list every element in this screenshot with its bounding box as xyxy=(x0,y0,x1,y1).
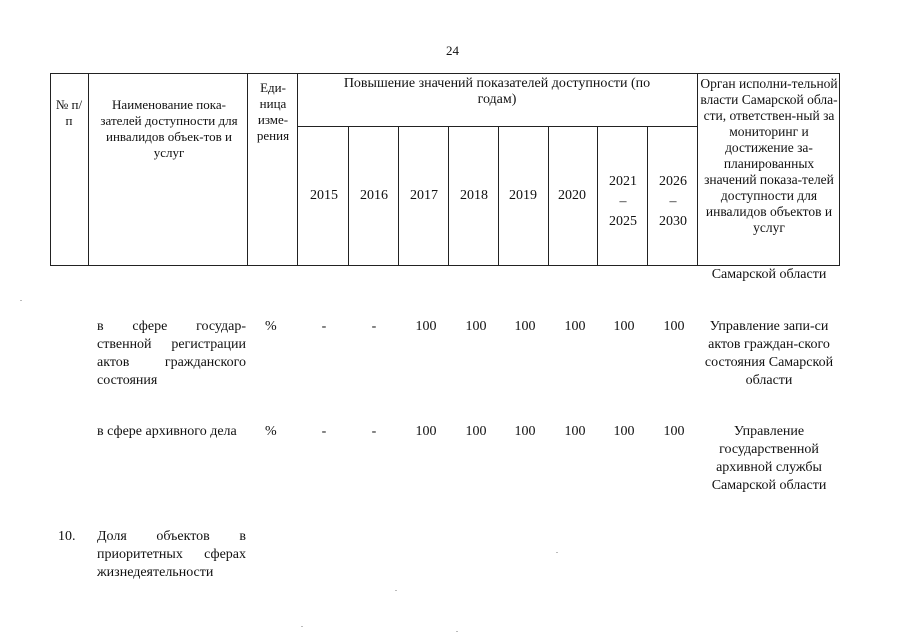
col-border-3 xyxy=(297,73,298,266)
value-2019: 100 xyxy=(514,424,536,439)
value-2018: 100 xyxy=(465,424,487,439)
scan-speck xyxy=(556,552,558,553)
col-border-1 xyxy=(88,73,89,266)
year-range-2021-2025 xyxy=(602,172,644,232)
indicator-name: в сфере государ-ственной регистрации актов гражданского состояния xyxy=(97,319,246,388)
value-2021-2025: 100 xyxy=(613,424,635,439)
years-subheader-line xyxy=(297,126,697,127)
col-border-6 xyxy=(448,126,449,266)
page-number: 24 xyxy=(446,43,459,58)
value-2017: 100 xyxy=(415,319,437,334)
col-border-11 xyxy=(697,73,698,266)
header-unit: Еди-ница изме-рения xyxy=(256,80,290,143)
col-border-2 xyxy=(247,73,248,266)
year-2016: 2016 xyxy=(360,188,388,203)
value-2019: 100 xyxy=(514,319,536,334)
col-border-8 xyxy=(548,126,549,266)
year-2019: 2019 xyxy=(509,188,537,203)
org-continuation: Самарской области xyxy=(711,267,827,282)
value-2017: 100 xyxy=(415,424,437,439)
value-2021-2025: 100 xyxy=(613,319,635,334)
col-border-5 xyxy=(398,126,399,266)
table-top-border xyxy=(50,73,840,74)
year-range-from: 2026 xyxy=(659,174,687,189)
row-number: 10. xyxy=(58,529,76,544)
year-range-dash: – xyxy=(669,194,677,209)
value-2020: 100 xyxy=(564,319,586,334)
responsible-org: Управление государственной архивной службы Самарской области xyxy=(711,424,827,493)
value-2026-2030: 100 xyxy=(663,424,685,439)
col-border-7 xyxy=(498,126,499,266)
header-years-group: Повышение значений показателей доступности (по годам) xyxy=(343,76,651,107)
indicator-name: Доля объектов в приоритетных сферах жизнедеятельности xyxy=(97,529,246,580)
scan-speck xyxy=(456,631,458,632)
value-2016: - xyxy=(371,319,377,334)
header-indicator-name: Наименование пока-зателей доступности для инвалидов объек-тов и услуг xyxy=(100,97,238,160)
value-2020: 100 xyxy=(564,424,586,439)
value-2015: - xyxy=(321,424,327,439)
responsible-org: Управление запи-си актов граждан-ского состояния Самарской области xyxy=(704,319,834,388)
indicator-name: в сфере архивного дела xyxy=(97,424,237,439)
value-2026-2030: 100 xyxy=(663,319,685,334)
scan-speck xyxy=(395,590,397,591)
year-range-to: 2025 xyxy=(609,214,637,229)
value-2015: - xyxy=(321,319,327,334)
scan-speck xyxy=(20,300,22,301)
year-range-from: 2021 xyxy=(609,174,637,189)
year-2018: 2018 xyxy=(460,188,488,203)
year-2015: 2015 xyxy=(310,188,338,203)
col-border-9 xyxy=(597,126,598,266)
year-2020: 2020 xyxy=(558,188,586,203)
unit: % xyxy=(265,319,277,334)
scan-speck xyxy=(301,626,303,627)
year-range-dash: – xyxy=(619,194,627,209)
value-2018: 100 xyxy=(465,319,487,334)
header-responsible-org: Орган исполни-тельной власти Самарской обла-сти, ответствен-ный за мониторинг и достижение за-планированных значений показа-телей доступности для инвалидов объектов и услуг xyxy=(700,76,838,235)
year-range-2026-2030 xyxy=(652,172,694,232)
year-range-to: 2030 xyxy=(659,214,687,229)
header-num: № п/п xyxy=(55,97,83,128)
value-2016: - xyxy=(371,424,377,439)
col-border-12 xyxy=(839,73,840,266)
unit: % xyxy=(265,424,277,439)
year-2017: 2017 xyxy=(410,188,438,203)
col-border-4 xyxy=(348,126,349,266)
col-border-0 xyxy=(50,73,51,266)
col-border-10 xyxy=(647,126,648,266)
